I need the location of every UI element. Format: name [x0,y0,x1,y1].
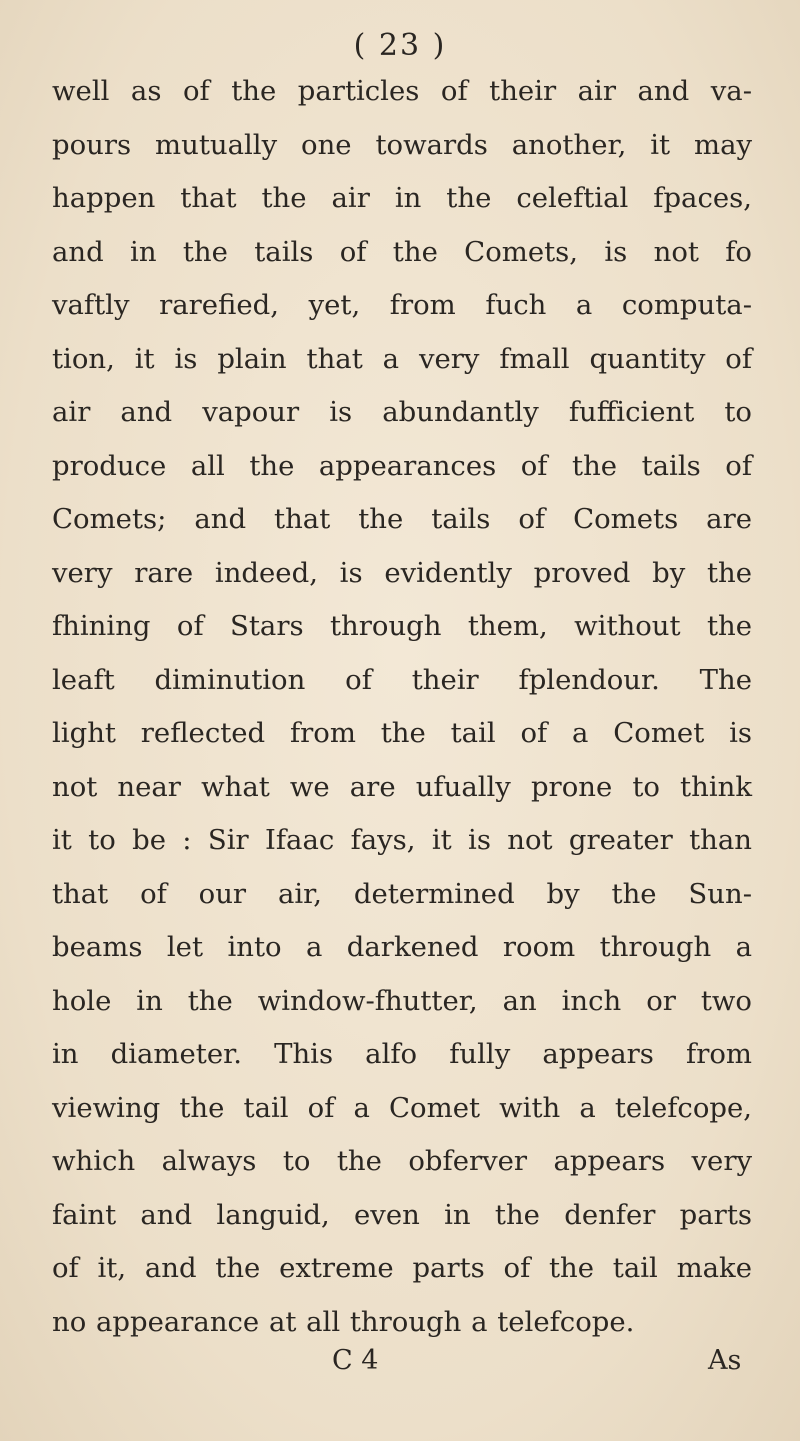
text-line: vaftly rarefied, yet, from fuch a computa- [52,289,752,321]
text-line: and in the tails of the Comets, is not fo [52,235,752,268]
text-line: air and vapour is abundantly fufficient to [52,396,752,428]
text-line: of it, and the extreme parts of the tail make [52,1252,752,1284]
text-line: light reflected from the tail of a Comet is [52,717,752,749]
text-line: in diameter. This alfo fully appears from [52,1038,752,1070]
signature-mark: C 4 [332,1345,379,1376]
text-line: leaft diminution of their fplendour. The [52,663,752,696]
text-line: well as of the particles of their air and va- [52,75,752,107]
page-number: ( 23 ) [353,28,447,63]
text-line: beams let into a darkened room through a [52,931,752,963]
text-line: Comets; and that the tails of Comets are [52,503,752,535]
text-line: hole in the window-fhutter, an inch or two [52,984,752,1017]
text-line: viewing the tail of a Comet with a telefcope, [52,1091,752,1124]
body-text [52,56,752,1340]
catchword: As [708,1345,742,1376]
text-line: that of our air, determined by the Sun- [52,877,752,910]
text-line: not near what we are ufually prone to think [52,770,752,803]
text-line: very rare indeed, is evidently proved by the [52,556,752,589]
text-line: which always to the obferver appears very [52,1145,752,1177]
text-line: tion, it is plain that a very fmall quantity of [52,342,752,375]
text-line: pours mutually one towards another, it may [52,128,752,161]
text-line: faint and languid, even in the denfer parts [52,1198,752,1231]
page-footer [0,1345,800,1395]
text-line: it to be : Sir Ifaac fays, it is not greater than [52,824,752,856]
text-line: produce all the appearances of the tails of [52,449,752,482]
text-line: fhining of Stars through them, without the [52,610,752,642]
text-line: no appearance at all through a telefcope. [52,1305,635,1338]
text-line: happen that the air in the celeftial fpaces, [52,182,752,214]
